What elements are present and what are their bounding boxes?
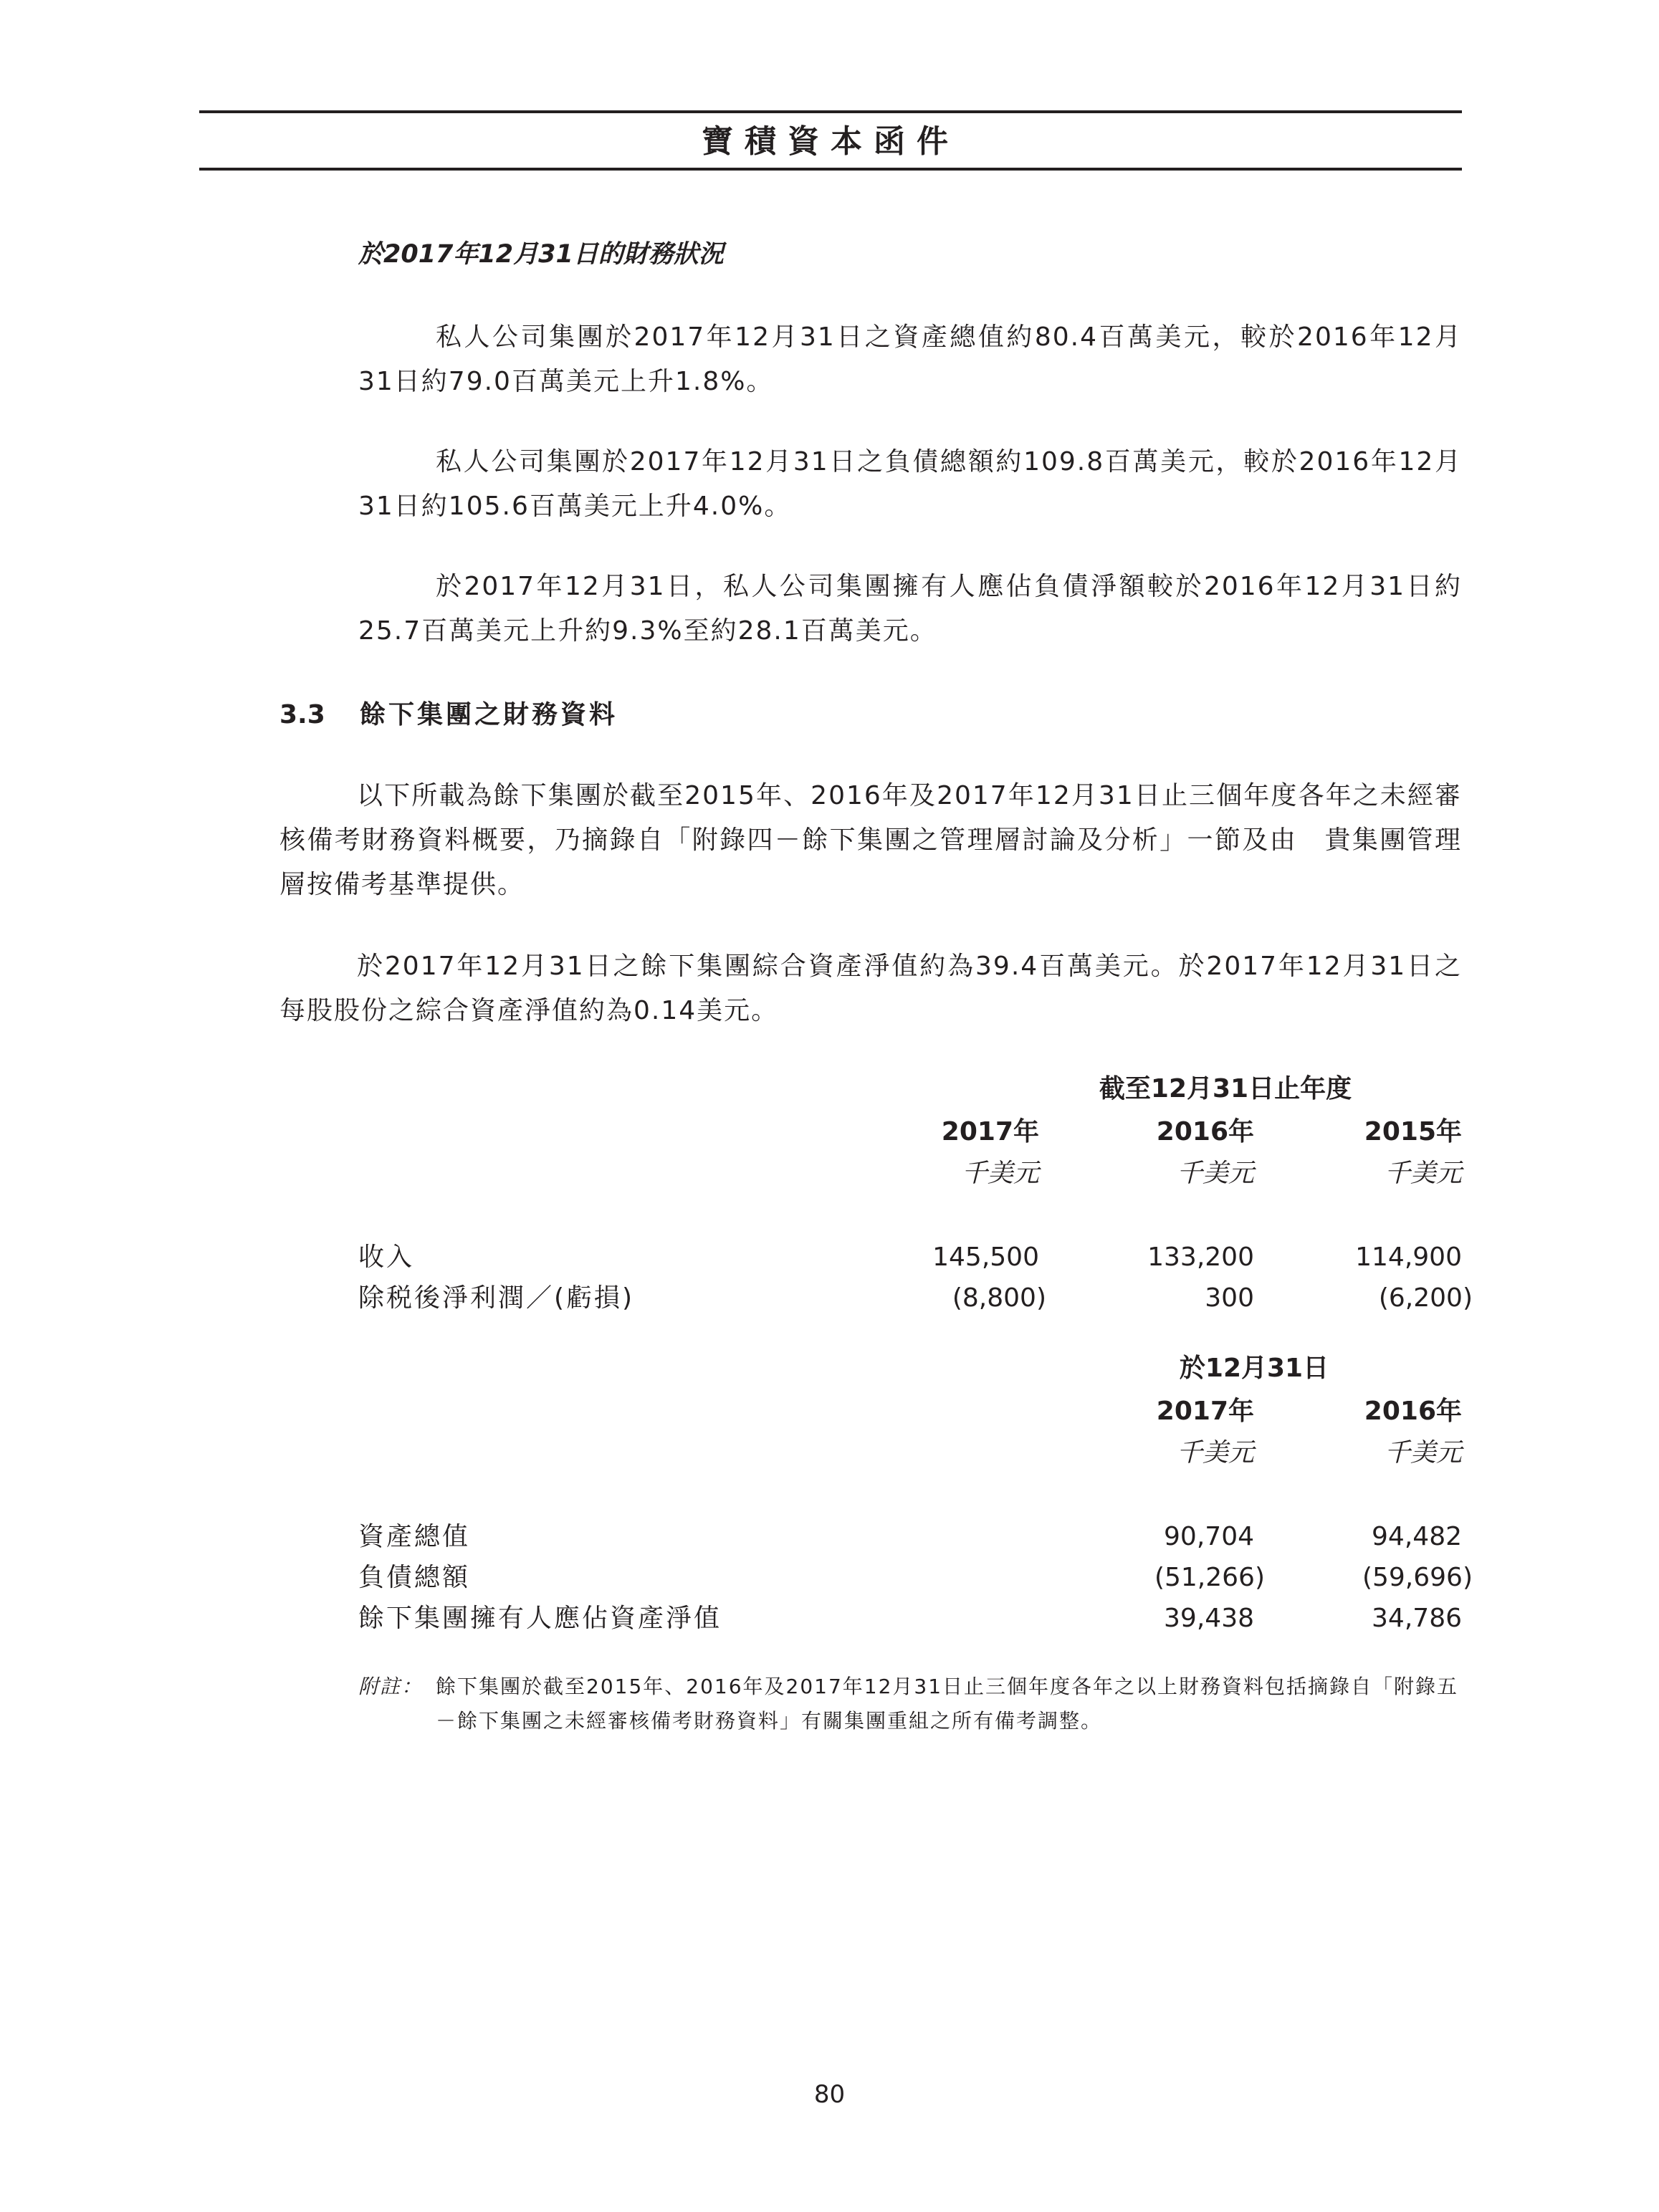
table1-year-2015: 2015年 <box>1364 1117 1462 1146</box>
table1-year-2017: 2017年 <box>941 1117 1039 1146</box>
financial-position-heading: 於2017年12月31日的財務狀況 <box>358 240 724 269</box>
table1-row-label: 除税後淨利潤／(虧損) <box>358 1283 635 1313</box>
table1-cell: 114,900 <box>1355 1243 1462 1272</box>
table2-cell: 94,482 <box>1372 1522 1462 1551</box>
table2-year-2017: 2017年 <box>1156 1397 1254 1426</box>
table1-cell: (6,200) <box>1378 1283 1473 1313</box>
table2-year-2016: 2016年 <box>1364 1397 1462 1426</box>
table2-cell: (59,696) <box>1362 1563 1473 1592</box>
table2-row-label: 負債總額 <box>358 1563 471 1592</box>
section-heading <box>279 694 618 737</box>
paragraph: 於2017年12月31日之餘下集團綜合資產淨值約為39.4百萬美元。於2017年12月31日之每股股份之綜合資產淨值約為0.14美元。 <box>279 952 1462 1025</box>
table2-unit: 千美元 <box>1384 1438 1462 1468</box>
table2-group-header: 於12月31日 <box>1179 1354 1329 1383</box>
table2-row-label: 餘下集團擁有人應佔資產淨值 <box>358 1604 722 1633</box>
table2-cell: (51,266) <box>1154 1563 1265 1592</box>
table1-cell: 133,200 <box>1147 1243 1254 1272</box>
header-title: 寶積資本函件 <box>702 123 960 160</box>
table2-row-label: 資產總值 <box>358 1522 471 1551</box>
note-text: 餘下集團於截至2015年、2016年及2017年12月31日止三個年度各年之以上財務資料包括摘錄自「附錄五－餘下集團之未經審核備考財務資料」有關集團重組之所有備考調整。 <box>436 1675 1459 1733</box>
header-bottom-rule <box>199 168 1462 171</box>
table1-cell: (8,800) <box>952 1283 1046 1313</box>
table1-row-label: 收入 <box>358 1243 415 1272</box>
table2-unit: 千美元 <box>1176 1438 1254 1468</box>
section-title: 餘下集團之財務資料 <box>360 700 618 729</box>
section-number: 3.3 <box>279 700 325 729</box>
table1-unit: 千美元 <box>961 1159 1039 1188</box>
note-label: 附註： <box>358 1675 424 1698</box>
paragraph: 於2017年12月31日，私人公司集團擁有人應佔負債淨額較於2016年12月31日約25.7百萬美元上升約9.3%至約28.1百萬美元。 <box>358 572 1462 646</box>
paragraph: 私人公司集團於2017年12月31日之負債總額約109.8百萬美元，較於2016年12月31日約105.6百萬美元上升4.0%。 <box>358 447 1462 521</box>
paragraph: 私人公司集團於2017年12月31日之資產總值約80.4百萬美元，較於2016年12月31日約79.0百萬美元上升1.8%。 <box>358 322 1462 396</box>
table2-cell: 39,438 <box>1164 1604 1254 1633</box>
table1-year-2016: 2016年 <box>1156 1117 1254 1146</box>
table1-cell: 300 <box>1205 1283 1254 1313</box>
header-top-rule <box>199 110 1462 113</box>
table2-cell: 34,786 <box>1372 1604 1462 1633</box>
paragraph: 以下所載為餘下集團於截至2015年、2016年及2017年12月31日止三個年度各年之未經審核備考財務資料概要，乃摘錄自「附錄四－餘下集團之管理層討論及分析」一節及由 貴集團管理層按備考基準提供。 <box>279 781 1462 899</box>
table2-cell: 90,704 <box>1164 1522 1254 1551</box>
page-number: 80 <box>813 2080 846 2109</box>
table1-cell: 145,500 <box>932 1243 1039 1272</box>
table1-group-header: 截至12月31日止年度 <box>1099 1074 1352 1103</box>
table1-unit: 千美元 <box>1384 1159 1462 1188</box>
table1-unit: 千美元 <box>1176 1159 1254 1188</box>
